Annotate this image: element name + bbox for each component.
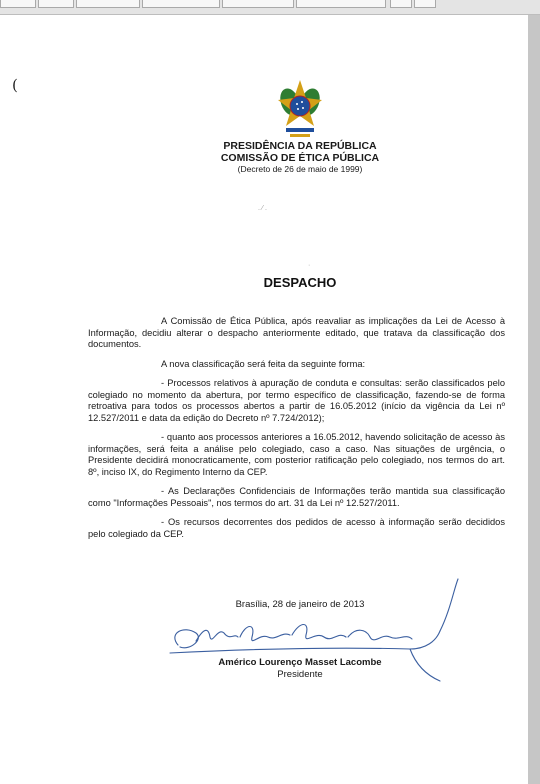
toolbar-field[interactable] [222, 0, 294, 8]
document-title: DESPACHO [263, 275, 337, 290]
toolbar-button[interactable] [38, 0, 74, 8]
toolbar-field[interactable] [76, 0, 140, 8]
institution-name: PRESIDÊNCIA DA REPÚBLICA [223, 140, 377, 152]
toolbar-button[interactable] [414, 0, 436, 8]
commission-name: COMISSÃO DE ÉTICA PÚBLICA [220, 152, 380, 164]
toolbar-button[interactable] [390, 0, 412, 8]
margin-mark: ( [12, 76, 18, 94]
place-date: Brasília, 28 de janeiro de 2013 [235, 599, 365, 610]
paragraph: A Comissão de Ética Pública, após reavaliar as implicações da Lei de Acesso à Informação, decidiu alterar o despacho anteriormente editado, que tratava da classificação dos documentos. [88, 316, 505, 349]
paragraph: - Processos relativos à apuração de conduta e consultas: serão classificados pelo colegiado no momento da abertura, por termo específico de classificação, fazendo-se de forma retroativa para todos os processos abertos a partir de 16.05.2012 (início da vigência da Lei nº 12.527/2011 e data da edição do Decreto nº 7.724/2012); [88, 378, 505, 423]
scan-speck: · [308, 262, 311, 269]
toolbar-field[interactable] [296, 0, 386, 8]
coat-of-arms-icon [276, 78, 324, 142]
paragraph: A nova classificação será feita da seguinte forma: [161, 358, 366, 369]
paragraph: - Os recursos decorrentes dos pedidos de acesso à informação serão decididos pelo colegiado da CEP. [88, 517, 505, 539]
scrollbar[interactable] [528, 15, 540, 784]
signer-role: Presidente [277, 669, 323, 680]
scan-speck: . ⁄ . [258, 205, 267, 212]
decree-reference: (Decreto de 26 de maio de 1999) [237, 164, 363, 174]
signer-name: Américo Lourenço Masset Lacombe [218, 657, 382, 668]
viewer-toolbar [0, 0, 540, 15]
paragraph: - As Declarações Confidenciais de Informações terão mantida sua classificação como "Informações Pessoais", nos termos do art. 31 da Lei nº 12.527/2011. [88, 486, 505, 508]
toolbar-button[interactable] [0, 0, 36, 8]
letterhead [120, 140, 480, 175]
document-body [88, 316, 505, 548]
toolbar-field[interactable] [142, 0, 220, 8]
signer-block [120, 657, 480, 681]
paragraph: - quanto aos processos anteriores a 16.05.2012, havendo solicitação de acesso às informações, será feita a análise pelo colegiado, caso a caso. Nas situações de urgência, o Presidente decidirá monocraticamente, com posterior ratificação pelo colegiado, nos termos do art. 8º, inciso IX, do Regimento Interno da CEP. [88, 432, 505, 477]
